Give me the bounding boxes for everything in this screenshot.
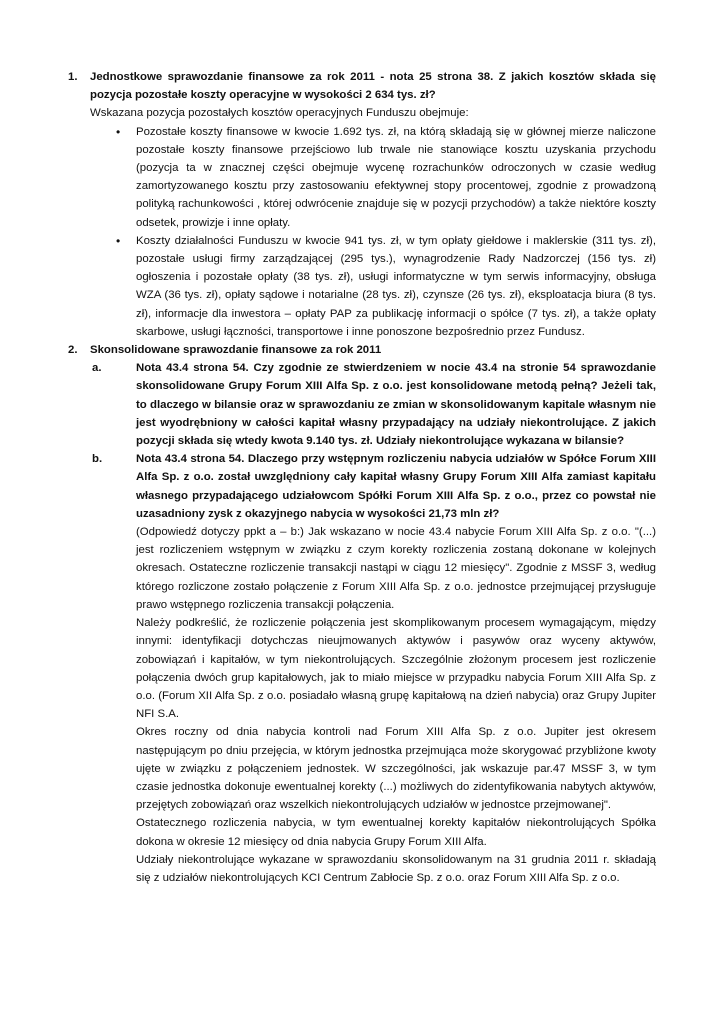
subitem-b-text: Nota 43.4 strona 54. Dlaczego przy wstępnym rozliczeniu nabycia udziałów w Spółce Forum XIII Alfa Sp. z o.o. został uwzględniony cały kapitał własny Grupy Forum XIII Alfa zamiast kapitału własnego przypadającego udziałowcom Spółki Forum XIII Alfa Sp. z o.o., przez co powstał nie uzasadniony zysk z okazyjnego nabycia w wysokości 21,73 mln zł? <box>136 453 656 520</box>
answer-paragraph: Okres roczny od dnia nabycia kontroli nad Forum XIII Alfa Sp. z o.o. Jupiter jest okresem następującym po dniu przejęcia, w którym jednostka przejmująca może skorygować przybliżone kwoty ujęte w związku z połączeniem jednostek. W szczególności, jak wskazuje par.47 MSSF 3, w tym czasie jednostka dokonuje ewentualnej korekty (...) możliwych do zidentyfikowania nabytych aktywów, przejętych zobowiązań oraz wszelkich niekontrolujących udziałów w jednostce przejmowanej". <box>136 726 656 812</box>
bullet-icon: • <box>116 233 121 248</box>
section-2-heading <box>0 341 724 359</box>
bullet-text: Koszty działalności Funduszu w kwocie 941 tys. zł, w tym opłaty giełdowe i maklerskie (311 tys. zł), pozostałe usługi firmy zarządzającej (295 tys.), wynagrodzenie Rady Nadzorczej (156 tys. zł) ogłoszenia i pozostałe opłaty (38 tys. zł), usługi informatyczne w tym serwis informacyjny, obsługa WZA (36 tys. zł), opłaty sądowe i notarialne (28 tys. zł), czynsze (26 tys. zł), eksploatacja biura (8 tys. zł), informacje dla inwestora – opłaty PAP za publikację informacji o spółce (7 tys. zł), a także opłaty skarbowe, usługi łączności, transportowe i inne ponoszone bezpośrednio przez Fundusz. <box>136 234 656 338</box>
section-2-heading-text: Skonsolidowane sprawozdanie finansowe za rok 2011 <box>90 344 382 357</box>
section-1-intro: Wskazana pozycja pozostałych kosztów operacyjnych Funduszu obejmuje: <box>90 107 469 120</box>
subitem-a <box>0 359 724 450</box>
section-1-number: 1. <box>68 71 78 83</box>
answer-paragraph: (Odpowiedź dotyczy ppkt a – b:) Jak wskazano w nocie 43.4 nabycie Forum XIII Alfa Sp. z o.o. "(...) jest rozliczeniem wstępnym w związku z czym korekty rozliczenia zostaną dokonane w kolejnych okresach. Ostateczne rozliczenie transakcji nastąpi w ciągu 12 miesięcy". Zgodnie z MSSF 3, według którego rozliczone zostało połączenie z Forum XIII Alfa Sp. z o.o. jednostce przejmującej przysługuje prawo wstępnego rozliczenia transakcji połączenia. <box>136 526 656 611</box>
answer-paragraph: Należy podkreślić, że rozliczenie połączenia jest skomplikowanym procesem wymagającym, między innymi: identyfikacji dotychczas nieujmowanych aktywów i pasywów oraz wyceny aktywów, zobowiązań i kapitałów, w tym niekontrolujących. Szczególnie złożonym procesem jest rozliczenie połączenia dwóch grup kapitałowych, jak to miało miejsce w przypadku nabycia Forum XIII Alfa Sp. z o.o. (Forum XII Alfa Sp. z o.o. posiadało własną grupę kapitałową na dzień nabycia) oraz Grupy Jupiter NFI S.A. <box>136 617 656 721</box>
subitem-b <box>0 450 724 523</box>
answer-paragraph: Ostatecznego rozliczenia nabycia, w tym ewentualnej korekty kapitałów niekontrolujących Spółka dokona w okresie 12 miesięcy od dnia nabycia Grupy Forum XIII Alfa. <box>136 817 656 848</box>
bullet-item <box>0 123 724 232</box>
section-1-heading <box>0 68 724 104</box>
subitem-a-letter: a. <box>92 362 102 375</box>
bullet-item <box>0 232 724 341</box>
section-2-number: 2. <box>68 344 78 357</box>
answer-paragraph: Udziały niekontrolujące wykazane w sprawozdaniu skonsolidowanym na 31 grudnia 2011 r. składają się z udziałów niekontrolujących KCI Centrum Zabłocie Sp. z o.o. oraz Forum XIII Alfa Sp. z o.o. <box>136 853 656 884</box>
document-content <box>0 68 724 887</box>
subitem-b-letter: b. <box>92 453 103 466</box>
section-1-heading-text: Jednostkowe sprawozdanie finansowe za rok 2011 - nota 25 strona 38. Z jakich kosztów składa się pozycja pozostałe koszty operacyjne w wysokości 2 634 tys. zł? <box>90 71 656 102</box>
bullet-text: Pozostałe koszty finansowe w kwocie 1.692 tys. zł, na którą składają się w głównej mierze naliczone pozostałe koszty finansowe przejściowo lub trwale nie stanowiące kosztu uzyskania przychodu (pozycja ta w znacznej części obejmuje wycenę rozrachunków odroczonych w czasie według zamortyzowanego kosztu przy zastosowaniu efektywnej stopy procentowej, zgodnie z prowadzoną polityką rachunkowości , której odwrócenie znajduje się w pozycji przychodów) a także niektóre koszty odsetek, prowizje i inne opłaty. <box>136 125 656 229</box>
subitem-a-text: Nota 43.4 strona 54. Czy zgodnie ze stwierdzeniem w nocie 43.4 na stronie 54 sprawozdanie skonsolidowane Grupy Forum XIII Alfa Sp. z o.o. jest konsolidowane metodą pełną? Jeżeli tak, to dlaczego w bilansie oraz w sprawozdaniu ze zmian w skonsolidowanym kapitale własnym nie jest wyodrębniony w całości kapitał własny przypadający na udziały niekontrolujące. Z jakich pozycji składa się wtedy kwota 9.140 tys. zł. Udziały niekontrolujące wykazana w bilansie? <box>136 362 656 448</box>
bullet-icon: • <box>116 124 121 139</box>
